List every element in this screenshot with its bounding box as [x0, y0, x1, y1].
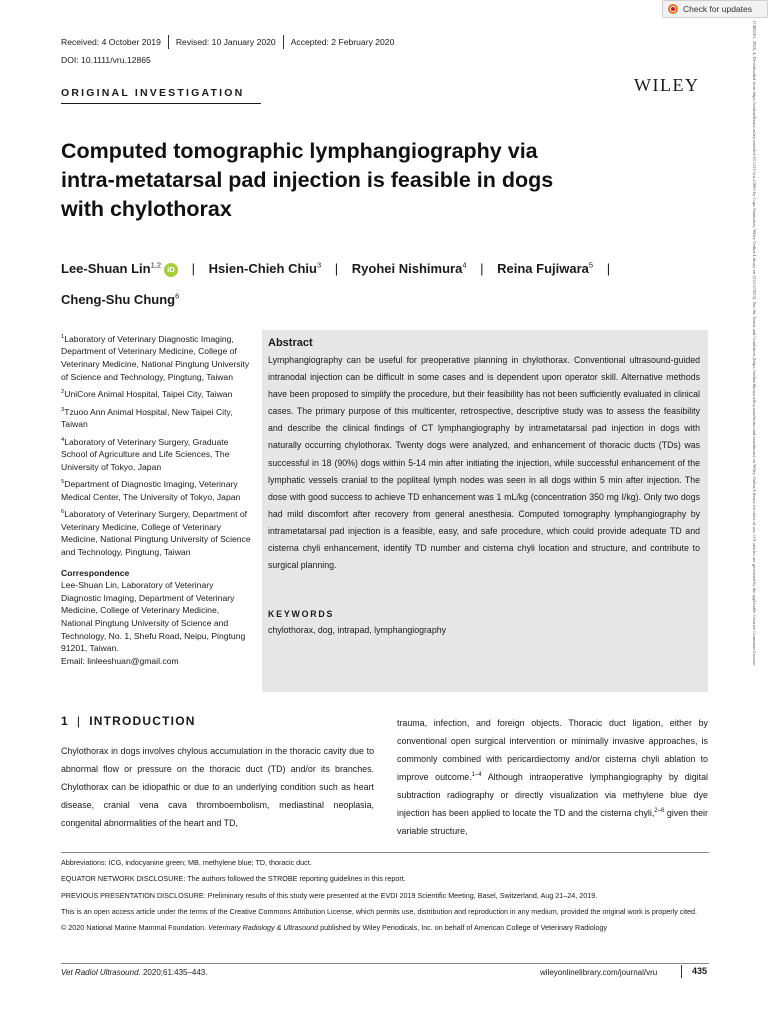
- previous-presentation-note: PREVIOUS PRESENTATION DISCLOSURE: Preliminary results of this study were presented at the EVDI 2019 Scientific Meeting, Basel, Switzerland, Aug 21–24, 2019.: [61, 890, 598, 900]
- article-title: Computed tomographic lymphangiography via intra-metatarsal pad injection is feasible in dogs with chylothorax: [61, 139, 554, 221]
- publisher-logo: WILEY: [634, 75, 700, 95]
- footer-rule: [61, 963, 709, 964]
- affiliation: $^4$Laboratory of Veterinary Surgery, Graduate School of Agriculture and Life Sciences, The University of Tokyo, Japan: [61, 436, 230, 472]
- affiliation: $^5$Department of Diagnostic Imaging, Veterinary Medical Center, The University of Tokyo, Japan: [61, 479, 241, 502]
- affiliations: [61, 331, 251, 667]
- author-list: [61, 252, 701, 313]
- license-note: This is an open access article under the terms of the Creative Commons Attribution License, which permits use, distribution and reproduction in any medium, provided the original work is properly cited.: [61, 906, 698, 916]
- author-separator: |: [334, 261, 339, 277]
- page-number: 435: [692, 966, 708, 976]
- copyright-note: © 2020 National Marine Mammal Foundation. Veterinary Radiology & Ultrasound published by Wiley Periodicals, Inc. on behalf of American College of Veterinary Radiology: [61, 923, 607, 933]
- abstract-heading: Abstract: [268, 337, 313, 349]
- orcid-icon[interactable]: iD: [164, 263, 178, 277]
- citation-ref[interactable]: 1–4: [471, 772, 482, 779]
- check-for-updates-button[interactable]: [662, 0, 768, 18]
- affiliation: $^6$Laboratory of Veterinary Surgery, Department of Veterinary Medicine, College of Veterinary Medicine, National Pingtung University of Science and Technology, Pingtung, Taiwan: [61, 509, 251, 558]
- article-dates: [61, 35, 394, 49]
- author-separator: |: [606, 261, 611, 277]
- author-name[interactable]: Hsien-Chieh Chiu$^3$: [208, 261, 322, 277]
- received-date: Received: 4 October 2019: [61, 37, 161, 47]
- abbreviations-note: Abbreviations: ICG, indocyanine green; MB, methylene blue; TD, thoracic duct.: [61, 858, 312, 867]
- keywords-list: chylothorax, dog, intrapad, lymphangiography: [268, 625, 447, 635]
- date-divider: [168, 35, 169, 49]
- affiliation: $^2$UniCore Animal Hospital, Taipei City, Taiwan: [61, 389, 233, 400]
- check-for-updates-label: Check for updates: [683, 4, 752, 14]
- intro-heading: [61, 714, 196, 728]
- correspondence-text: Lee-Shuan Lin, Laboratory of Veterinary Diagnostic Imaging, Department of Veterinary Medicine, College of Veterinary Medicine, National Pingtung University of Science and Technology, No. 1, Shefu Road, Neipu, Pingtung 91201, Taiwan.: [61, 580, 246, 654]
- intro-column-right: trauma, infection, and foreign objects. Thoracic duct ligation, either by conventional open surgical intervention or minimally invasive approaches, is commonly combined with pericardiectomy and/or cisterna chyli ablation to improve outcome.$^{1-4}$ Although intraoperative lymphangiography by digital subtraction radiography or directly visualization via methylene blue dye injection has been applied to locate the TD and the cisterna chyli,$^{2-6}$ given their variable structure,: [397, 718, 708, 836]
- crossmark-icon: [668, 4, 678, 14]
- citation-ref[interactable]: 2–6: [654, 808, 665, 815]
- doi[interactable]: DOI: 10.1111/vru.12865: [61, 55, 151, 65]
- section-number: 1: [61, 714, 69, 728]
- author-separator: |: [480, 261, 484, 277]
- author-name[interactable]: Lee-Shuan Lin$^{1,2}$: [61, 261, 161, 277]
- date-divider: [283, 35, 284, 49]
- abstract-text: Lymphangiography can be useful for preoperative planning in chylothorax. Conventional ultrasound-guided intranodal injection can be difficult in some cases and is dependent upon operator skill. Alternative methods have been proposed to simplify the procedure, but their feasibility has not been sufficiently evaluated in clinical cases. The primary purpose of this multicenter, retrospective, descriptive study was to assess the feasibility and describe the clinical findings of CT lymphangiography by intrametatarsal pad injection in dogs with naturally occurring chylothorax. Twenty dogs were analyzed, and enhancement of thoracic ducts (TDs) was successful in 18 (90%) dogs within 5-14 min after initiating the injection, while successful enhancement of the lymphatic vessels cranial to the popliteal lymph nodes was seen in all dogs within 5 min after injection. The dose with good success to achieve TD enhancement was 1 mL/kg (concentration 350 mg I/kg). Only two dogs had mild discomfort after recovery from general anesthesia. Computed tomography lymphangiography by intrametatarsal pad injection is a feasible, easy, and safe procedure, which could provide adequate TD and cisterna chyli enhancement, identify TD number and cisterna chyli location and structure, and contribute to surgical planning.: [268, 355, 700, 571]
- footnotes: [61, 857, 709, 938]
- author-separator: |: [191, 261, 196, 277]
- accepted-date: Accepted: 2 February 2020: [290, 37, 395, 47]
- author-name[interactable]: Cheng-Shu Chung$^6$: [61, 291, 180, 307]
- equator-note: EQUATOR NETWORK DISCLOSURE: The authors followed the STROBE reporting guidelines in this report.: [61, 874, 406, 884]
- affiliation: $^1$Laboratory of Veterinary Diagnostic Imaging, Department of Veterinary Medicine, College of Veterinary Medicine, National Pingtung University of Science and Technology, Pingtung, Taiwan: [61, 333, 250, 382]
- affiliation: $^3$Tzuoo Ann Animal Hospital, New Taipei City, Taiwan: [61, 406, 233, 430]
- section-title: INTRODUCTION: [89, 714, 196, 728]
- heading-separator: |: [76, 714, 82, 728]
- section-label: ORIGINAL INVESTIGATION: [61, 87, 245, 99]
- correspondence-heading: Correspondence: [61, 567, 130, 578]
- section-rule: [61, 103, 261, 104]
- journal-website-link[interactable]: wileyonlinelibrary.com/journal/vru: [540, 968, 658, 977]
- download-stamp: 17408261, 2020, 4, Downloaded from https://onlinelibrary.wiley.com/doi/10.1111/vru.12865 by Cape Sanitation, Wiley Online Library on [23/11/2022]. See the Terms and Conditions (https://onlinelibrary.wiley.com/terms-and-conditions) on Wiley Online Library for rules of use; OA articles are governed by the applicable Creative Commons License: [752, 20, 757, 666]
- keywords-heading: KEYWORDS: [268, 609, 335, 619]
- footnote-rule: [61, 852, 709, 853]
- revised-date: Revised: 10 January 2020: [175, 37, 276, 47]
- journal-citation: Vet Radiol Ultrasound. 2020;61:435–443.: [61, 968, 208, 977]
- author-name[interactable]: Reina Fujiwara$^5$: [497, 261, 594, 277]
- intro-column-left: Chylothorax in dogs involves chylous accumulation in the thoracic cavity due to abnormal flow or pressure on the thoracic duct (TD) and/or its branches. Chylothorax can be idiopathic or due to an underlying condition such as heart disease, cranial vena cava thromboembolism, mediastinal neoplasia, congenital abnormalities of the heart and TD,: [61, 746, 374, 828]
- correspondence-email[interactable]: Email: linleeshuan@gmail.com: [61, 655, 179, 666]
- author-name[interactable]: Ryohei Nishimura$^4$: [351, 261, 467, 277]
- footer-separator: [681, 965, 682, 978]
